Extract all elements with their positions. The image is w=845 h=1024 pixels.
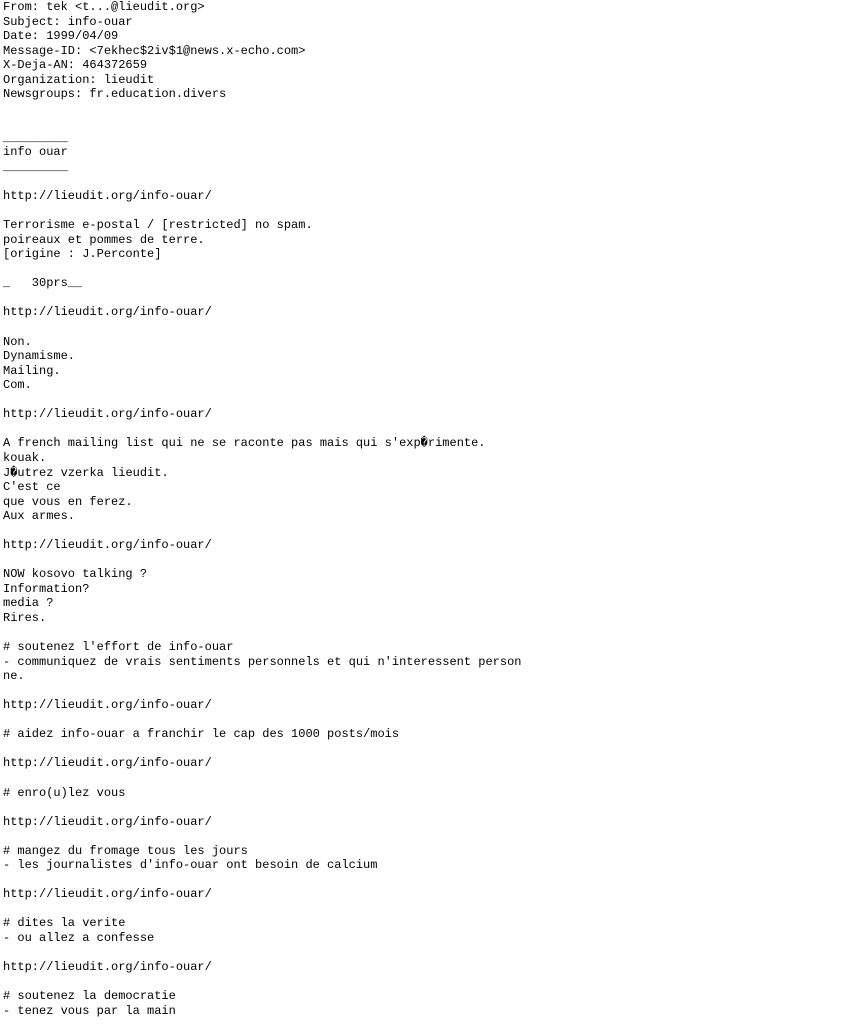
body-line: - communiquez de vrais sentiments personnels et qui n'interessent person [3, 654, 522, 669]
body-line: Terrorisme e-postal / [restricted] no spam. [3, 218, 313, 233]
blank-line [3, 102, 845, 117]
body-line: - tenez vous par la main [3, 1003, 176, 1018]
blank-line [3, 902, 845, 917]
blank-line [3, 771, 845, 786]
header-organization: Organization: lieudit [3, 72, 155, 87]
body-line: # soutenez la democratie [3, 989, 176, 1004]
blank-line [3, 524, 845, 539]
blank-line [3, 320, 845, 335]
body-line: poireaux et pommes de terre. [3, 232, 205, 247]
url-line: http://lieudit.org/info-ouar/ [3, 814, 212, 829]
body-line: C'est ce [3, 480, 61, 495]
url-line: http://lieudit.org/info-ouar/ [3, 960, 212, 975]
body-line: [origine : J.Perconte] [3, 247, 162, 262]
body-line: Aux armes. [3, 509, 76, 524]
url-line: http://lieudit.org/info-ouar/ [3, 305, 212, 320]
blank-line [3, 800, 845, 815]
blank-line [3, 175, 845, 190]
body-line: Non. [3, 334, 32, 349]
body-line: - les journalistes d'info-ouar ont besoin de calcium [3, 858, 378, 873]
blank-line [3, 684, 845, 699]
header-date: Date: 1999/04/09 [3, 29, 119, 44]
body-line: info ouar [3, 145, 68, 160]
body-line: ne. [3, 669, 25, 684]
blank-line [3, 553, 845, 568]
body-line: kouak. [3, 450, 47, 465]
header-newsgroups: Newsgroups: fr.education.divers [3, 87, 227, 102]
rule-line: _________ [3, 160, 68, 175]
header-from: From: tek <t...@lieudit.org> [3, 0, 205, 14]
blank-line [3, 116, 845, 131]
url-line: http://lieudit.org/info-ouar/ [3, 698, 212, 713]
body-line: _ 30prs__ [3, 276, 83, 291]
body-line: Information? [3, 581, 90, 596]
blank-line [3, 946, 845, 961]
body-line: # dites la verite [3, 916, 126, 931]
body-line: # soutenez l'effort de info-ouar [3, 640, 234, 655]
body-line: Com. [3, 378, 32, 393]
blank-line [3, 713, 845, 728]
body-line: A french mailing list qui ne se raconte pas mais qui s'exp�rimente. [3, 436, 486, 451]
body-line: Rires. [3, 610, 47, 625]
blank-line [3, 393, 845, 408]
header-x-deja-an: X-Deja-AN: 464372659 [3, 58, 148, 73]
body-line: Dynamisme. [3, 349, 76, 364]
blank-line [3, 291, 845, 306]
header-subject: Subject: info-ouar [3, 14, 133, 29]
blank-line [3, 422, 845, 437]
blank-line [3, 975, 845, 990]
body-line: NOW kosovo talking ? [3, 567, 148, 582]
body-line: media ? [3, 596, 54, 611]
body-line: - ou allez a confesse [3, 931, 155, 945]
body-line: # enro(u)lez vous [3, 785, 126, 800]
blank-line [3, 204, 845, 219]
body-line: # aidez info-ouar a franchir le cap des 1000 posts/mois [3, 727, 400, 742]
url-line: http://lieudit.org/info-ouar/ [3, 756, 212, 771]
blank-line [3, 829, 845, 844]
body-line: # mangez du fromage tous les jours [3, 843, 248, 858]
body-line: Mailing. [3, 363, 61, 378]
url-line: http://lieudit.org/info-ouar/ [3, 189, 212, 204]
url-line: http://lieudit.org/info-ouar/ [3, 407, 212, 422]
url-line: http://lieudit.org/info-ouar/ [3, 538, 212, 553]
body-line: que vous en ferez. [3, 494, 133, 509]
blank-line [3, 262, 845, 277]
blank-line [3, 626, 845, 641]
body-line: J�utrez vzerka lieudit. [3, 465, 169, 480]
header-message-id: Message-ID: <7ekhec$2iv$1@news.x-echo.com> [3, 43, 306, 58]
url-line: http://lieudit.org/info-ouar/ [3, 887, 212, 902]
rule-line: _________ [3, 130, 68, 145]
blank-line [3, 742, 845, 757]
blank-line [3, 873, 845, 888]
